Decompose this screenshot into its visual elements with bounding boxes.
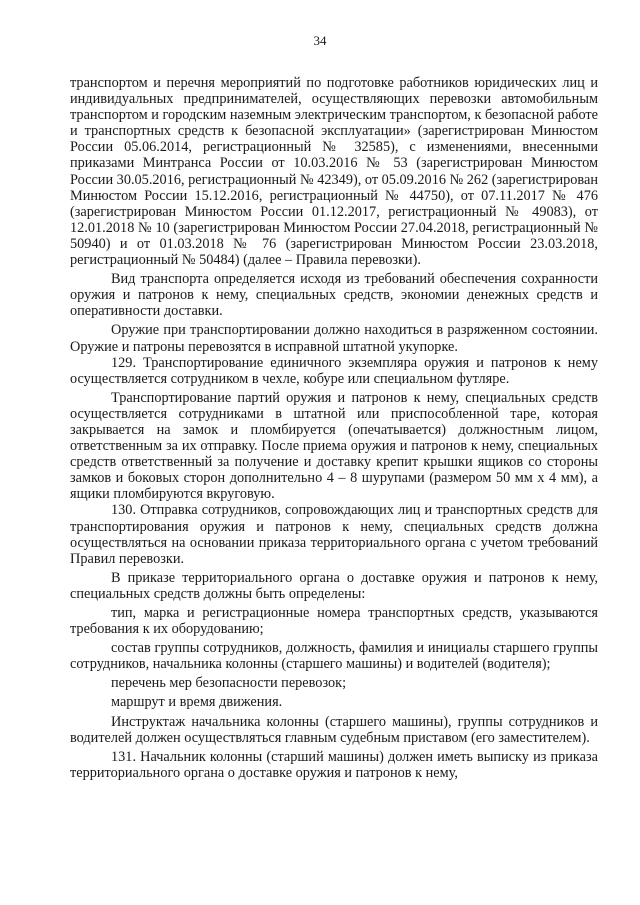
- list-item-route: маршрут и время движения.: [111, 694, 283, 711]
- paragraph-rules-reference: транспортом и перечня мероприятий по подготовке работников юридических лиц и индивидуальных предпринимателей, осуществляющих перевозки автомобильным транспортом и городским наземным электрическим транспортом, к безопасной работе и транспортных средств к безопасной эксплуатации» (зарегистрирован Минюстом России 05.06.2014, регистрационный № 32585), с изменениями, внесенными приказами Минтранса России от 10.03.2016 № 53 (зарегистрирован Минюстом России 30.05.2016, регистрационный № 42349), от 05.09.2016 № 262 (зарегистрирован Минюстом России 15.12.2016, регистрационный № 44750), от 07.11.2017 № 476 (зарегистрирован Минюстом России 01.12.2017, регистрационный № 49083), от 12.01.2018 № 10 (зарегистрирован Минюстом России 27.04.2018, регистрационный № 50940) и от 01.03.2018 № 76 (зарегистрирован Минюстом России 23.03.2018, регистрационный № 50484) (далее – Правила перевозки).: [70, 75, 598, 269]
- list-item-safety-measures: перечень мер безопасности перевозок;: [111, 675, 347, 692]
- paragraph-129: 129. Транспортирование единичного экземпляра оружия и патронов к нему осуществляется сотрудником в чехле, кобуре или специальном футляре.: [70, 354, 598, 387]
- page-number: 34: [313, 33, 327, 48]
- list-item-group-composition: состав группы сотрудников, должность, фамилия и инициалы старшего группы сотрудников, начальника колонны (старшего машины) и водителей (водителя);: [70, 640, 598, 673]
- document-body: [70, 75, 598, 781]
- paragraph-130: 130. Отправка сотрудников, сопровождающих лиц и транспортных средств для транспортирования оружия и патронов к нему, специальных средств должна осуществляться на основании приказа территориального органа с учетом требований Правил перевозки.: [70, 502, 598, 567]
- paragraph-transport-type: Вид транспорта определяется исходя из требований обеспечения сохранности оружия и патронов к нему, специальных средств, экономии денежных средств и оперативности доставки.: [70, 271, 598, 320]
- paragraph-order-contents: В приказе территориального органа о доставке оружия и патронов к нему, специальных средств должны быть определены:: [70, 569, 598, 602]
- paragraph-briefing: Инструктаж начальника колонны (старшего машины), группы сотрудников и водителей должен осуществляться главным судебным приставом (его заместителем).: [70, 713, 598, 746]
- paragraph-unloaded-weapons: Оружие при транспортировании должно находиться в разряженном состоянии. Оружие и патроны перевозятся в исправной штатной укупорке.: [70, 322, 598, 355]
- paragraph-131: 131. Начальник колонны (старший машины) должен иметь выписку из приказа территориального органа о доставке оружия и патронов к нему,: [70, 748, 598, 781]
- paragraph-batch-transport: Транспортирование партий оружия и патронов к нему, специальных средств осуществляется сотрудниками в штатной или приспособленной таре, которая закрывается на замок и пломбируется (опечатывается) должностным лицом, ответственным за их отправку. После приема оружия и патронов к нему, специальных средств ответственный за получение и доставку крепит крышки ящиков со стороны замков и боковых сторон дополнительно 4 – 8 шурупами (размером 50 мм х 4 мм), а ящики пломбируются вкруговую.: [70, 389, 598, 503]
- list-item-vehicles: тип, марка и регистрационные номера транспортных средств, указываются требования к их оборудованию;: [70, 605, 598, 638]
